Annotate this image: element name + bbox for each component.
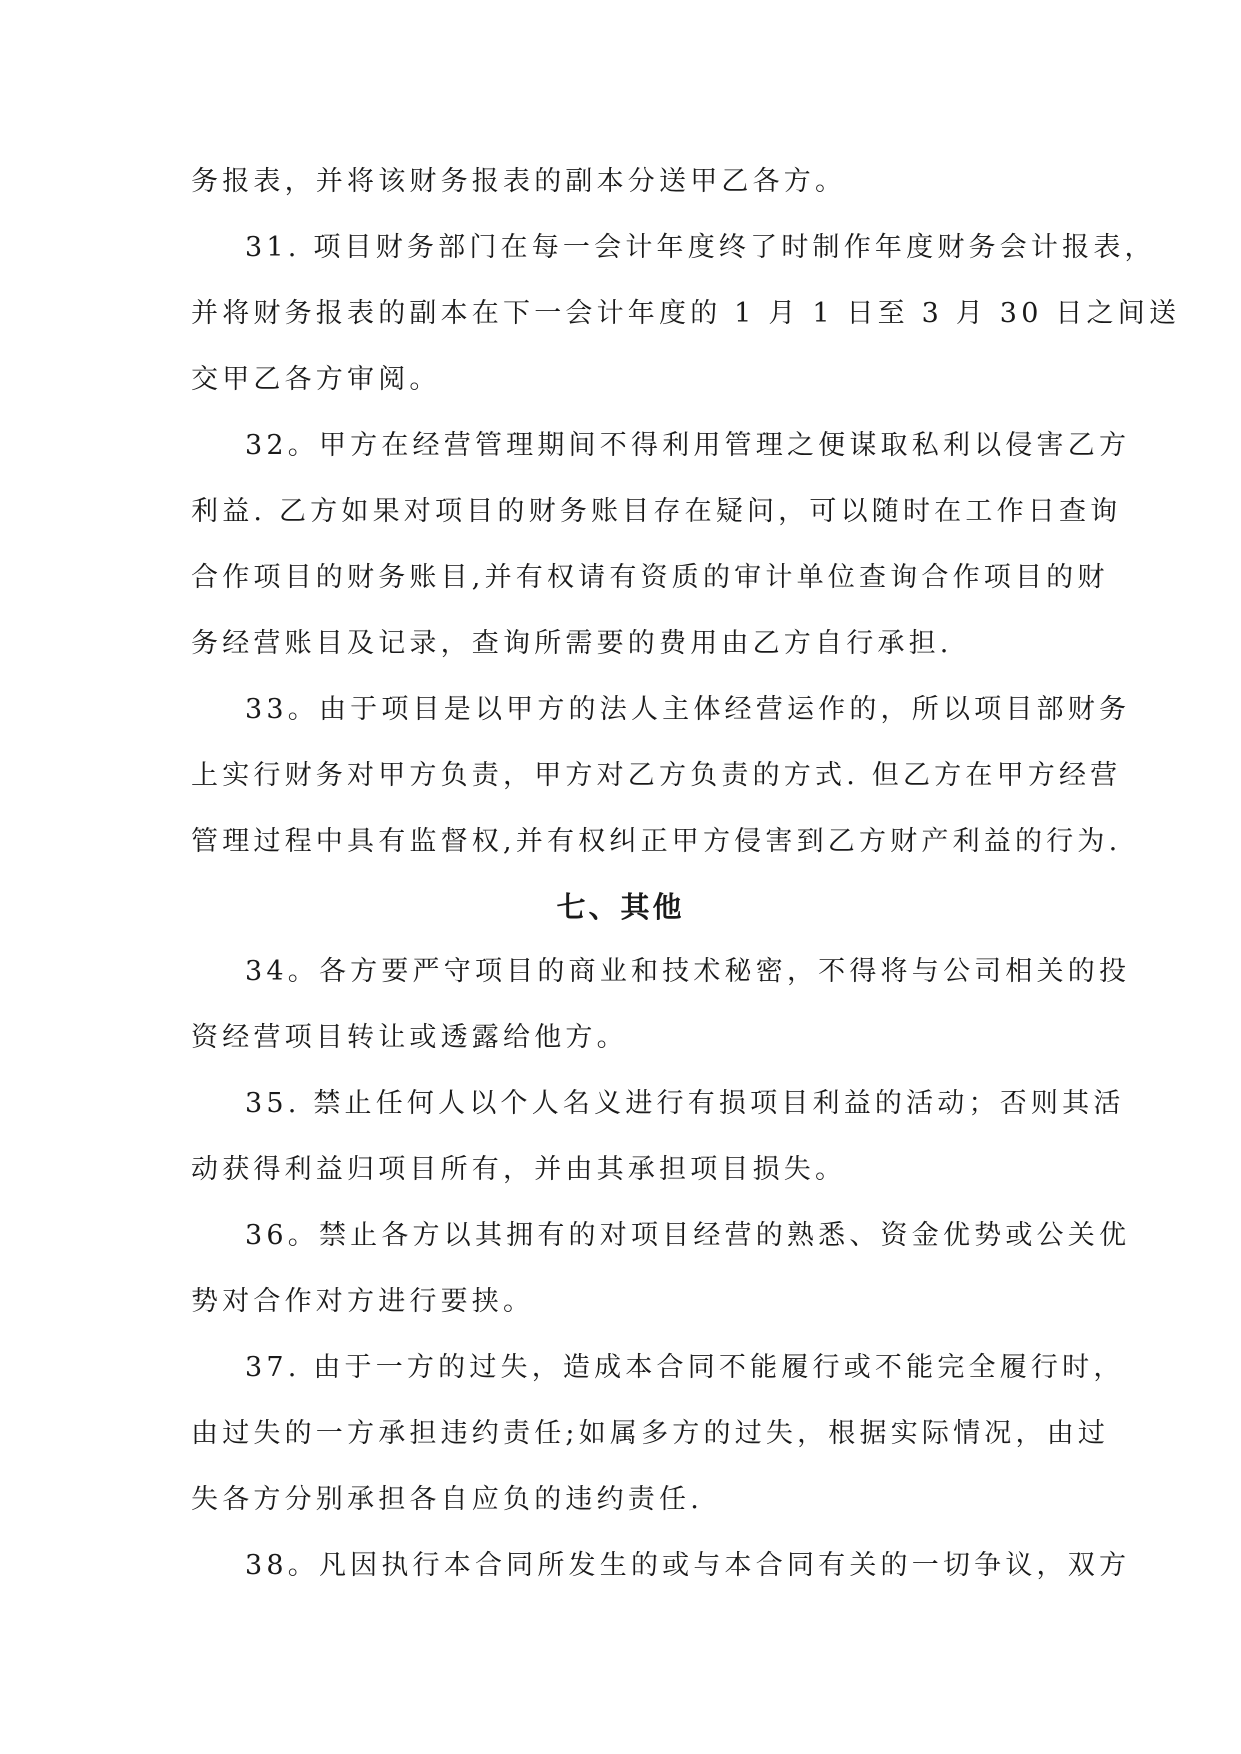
clause-33-line: 33。由于项目是以甲方的法人主体经营运作的，所以项目部财务 [245, 694, 1131, 725]
clause-32-line: 32。甲方在经营管理期间不得利用管理之便谋取私利以侵害乙方 [245, 430, 1131, 461]
body-line: 利益. 乙方如果对项目的财务账目存在疑问，可以随时在工作日查询 [191, 496, 1122, 527]
body-line: 资经营项目转让或透露给他方。 [191, 1022, 628, 1053]
clause-38-line: 38。凡因执行本合同所发生的或与本合同有关的一切争议，双方 [245, 1550, 1131, 1581]
body-line: 并将财务报表的副本在下一会计年度的 1 月 1 日至 3 月 30 日之间送 [191, 298, 1181, 329]
clause-34-line: 34。各方要严守项目的商业和技术秘密，不得将与公司相关的投 [245, 956, 1131, 987]
body-line: 务报表，并将该财务报表的副本分送甲乙各方。 [191, 166, 847, 197]
clause-31-line: 31. 项目财务部门在每一会计年度终了时制作年度财务会计报表， [245, 232, 1156, 263]
clause-37-line: 37. 由于一方的过失，造成本合同不能履行或不能完全履行时， [245, 1352, 1125, 1383]
clause-35-line: 35. 禁止任何人以个人名义进行有损项目利益的活动；否则其活 [245, 1088, 1125, 1119]
section-heading: 七、其他 [556, 890, 685, 924]
body-line: 合作项目的财务账目,并有权请有资质的审计单位查询合作项目的财 [191, 562, 1109, 593]
body-line: 动获得利益归项目所有，并由其承担项目损失。 [191, 1154, 847, 1185]
body-line: 交甲乙各方审阅。 [191, 364, 441, 395]
body-line: 管理过程中具有监督权,并有权纠正甲方侵害到乙方财产利益的行为. [191, 826, 1122, 857]
body-line: 务经营账目及记录，查询所需要的费用由乙方自行承担. [191, 628, 953, 659]
clause-36-line: 36。禁止各方以其拥有的对项目经营的熟悉、资金优势或公关优 [245, 1220, 1131, 1251]
body-line: 上实行财务对甲方负责，甲方对乙方负责的方式. 但乙方在甲方经营 [191, 760, 1122, 791]
body-line: 势对合作对方进行要挟。 [191, 1286, 535, 1317]
body-line: 由过失的一方承担违约责任;如属多方的过失，根据实际情况，由过 [191, 1418, 1110, 1449]
body-line: 失各方分别承担各自应负的违约责任. [191, 1484, 703, 1515]
